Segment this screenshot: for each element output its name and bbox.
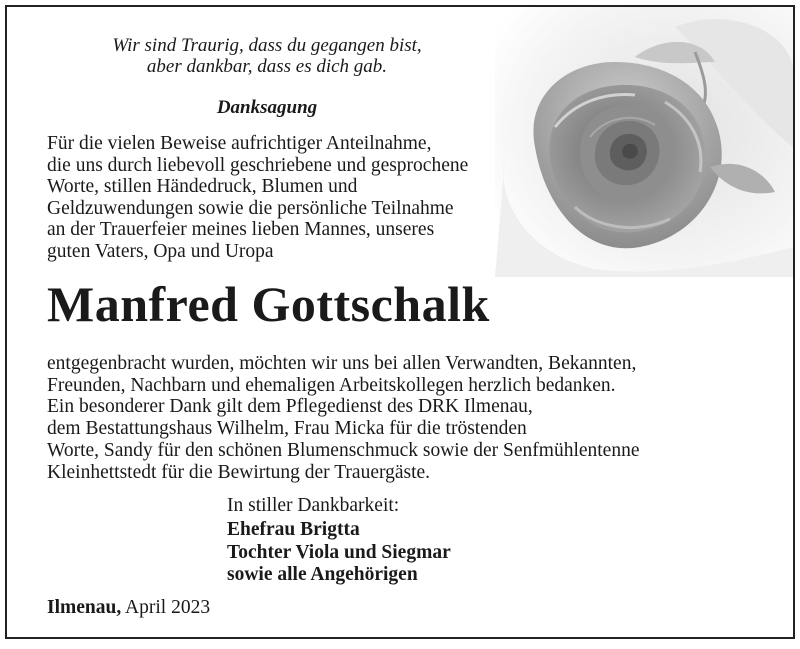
body-line: dem Bestattungshaus Wilhelm, Frau Micka für die tröstenden — [47, 418, 527, 440]
memorial-quote — [67, 35, 467, 77]
signoff-line: In stiller Dankbarkeit: — [227, 495, 400, 516]
signers-list — [227, 519, 451, 587]
deceased-name: Manfred Gottschalk — [47, 276, 490, 332]
body-line: Freunden, Nachbarn und ehemaligen Arbeitskollegen herzlich bedanken. — [47, 374, 616, 396]
body-line: entgegenbracht wurden, möchten wir uns bei allen Verwandten, Bekannten, — [47, 353, 637, 374]
intro-line: Geldzuwendungen sowie die persönliche Teilnahme — [47, 197, 454, 219]
place-name: Ilmenau, — [47, 597, 122, 618]
signer: Ehefrau Brigtta — [227, 519, 360, 540]
body-line: Ein besonderer Dank gilt dem Pflegedienst des DRK Ilmenau, — [47, 396, 533, 418]
intro-line: Worte, stillen Händedruck, Blumen und — [47, 176, 358, 197]
quote-line: aber dankbar, dass es dich gab. — [146, 56, 388, 77]
quote-line: Wir sind Traurig, dass du gegangen bist, — [112, 35, 422, 56]
rose-image — [495, 7, 793, 277]
heading-danksagung: Danksagung — [216, 97, 318, 118]
signer: Tochter Viola und Siegmar — [227, 541, 451, 563]
intro-line: die uns durch liebevoll geschriebene und gesprochene — [47, 154, 469, 176]
body-paragraph — [47, 353, 787, 483]
date-text: April 2023 — [125, 597, 211, 618]
body-line: Worte, Sandy für den schönen Blumenschmuck sowie der Senfmühlentenne — [47, 439, 640, 461]
place-date — [47, 597, 210, 619]
obituary-card — [5, 5, 795, 639]
body-line: Kleinhettstedt für die Bewirtung der Trauergäste. — [47, 461, 431, 483]
intro-paragraph — [47, 133, 517, 262]
intro-line: Für die vielen Beweise aufrichtiger Anteilnahme, — [47, 133, 432, 154]
signer: sowie alle Angehörigen — [227, 564, 418, 585]
intro-line: guten Vaters, Opa und Uropa — [47, 240, 274, 262]
intro-line: an der Trauerfeier meines lieben Mannes, unseres — [47, 219, 435, 240]
